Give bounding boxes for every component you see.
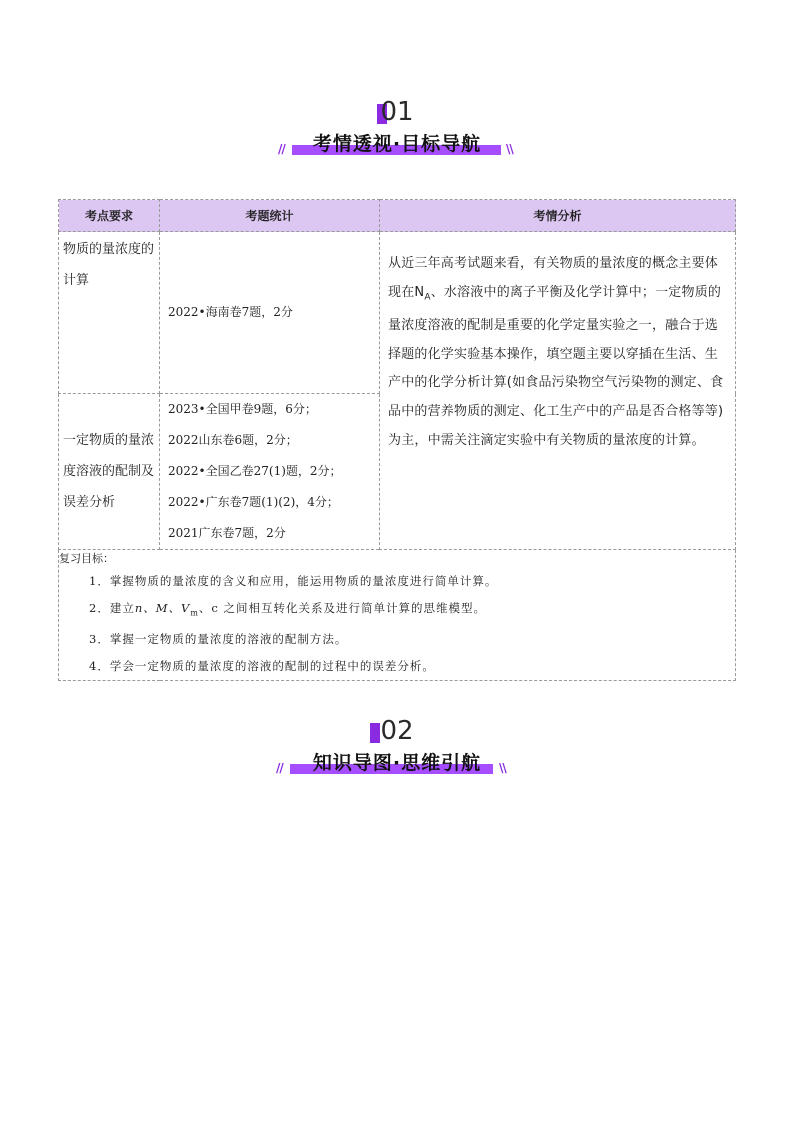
analysis-subscript: A (424, 292, 431, 303)
topic-text: 物质的量浓度的计算 (63, 242, 155, 288)
right-slashes: \\ (499, 761, 506, 775)
section-1-header (0, 98, 794, 168)
table-row (59, 232, 736, 394)
header-cell: 考点要求 (59, 200, 160, 232)
stat-line: 2022•海南卷7题，2分 (168, 305, 293, 319)
goal-item: 4．学会一定物质的量浓度的溶液的配制的过程中的误差分析。 (89, 659, 435, 674)
analysis-text-part: 、水溶液中的离子平衡及化学计算中；一定物质的量浓度溶液的配制是重要的化学定量实验之一，融合于选择题的化学实验基本操作，填空题主要以穿插在生活、生产中的化学分析计算(如食品污染物空气污染物的测定、食品中的营养物质的测定、化工生产中的产品是否合格等等)为主，中需关注滴定实验中有关物质的量浓度的计算。 (388, 284, 724, 448)
left-slashes: // (276, 761, 283, 775)
stat-line: 2022•全国乙卷27(1)题，2分； (168, 464, 342, 478)
analysis-text (380, 232, 735, 456)
topic-cell (59, 394, 160, 550)
header-cell: 考情分析 (380, 200, 736, 232)
goal-text-part: 2．建立 (89, 601, 135, 615)
topic-cell (59, 232, 160, 394)
goals-row (59, 550, 736, 681)
analysis-text-part: 从近三年高考试题来看，有关物质的量浓度的概念主要体现在N (388, 256, 719, 300)
section-title: 知识导图·思维引航 (312, 752, 482, 774)
stat-line: 2023•全国甲卷9题，6分； (168, 402, 317, 416)
stats-cell (160, 232, 380, 394)
section-title: 考情透视·目标导航 (312, 133, 482, 155)
goal-text-part: 、c 之间相互转化关系及进行简单计算的思维模型。 (198, 601, 487, 615)
topic-text: 一定物质的量浓度溶液的配制及误差分析 (63, 433, 155, 510)
goals-cell (59, 550, 736, 681)
header-cell: 考题统计 (160, 200, 380, 232)
stat-line: 2022山东卷6题，2分； (168, 433, 298, 447)
goals-label: 复习目标： (59, 552, 114, 565)
goal-subscript: m (190, 608, 199, 618)
section-number: 02 (380, 716, 414, 746)
section-number: 01 (380, 97, 414, 127)
section-2-header (0, 717, 794, 787)
goal-variables: n、M、V (134, 601, 191, 615)
exam-analysis-table (58, 199, 736, 681)
stat-line: 2022•广东卷7题(1)(2)，4分； (168, 495, 339, 509)
goal-item: 1．掌握物质的量浓度的含义和应用，能运用物质的量浓度进行简单计算。 (89, 574, 498, 588)
stats-cell (160, 394, 380, 550)
table-header-row (59, 200, 736, 232)
left-slashes: // (278, 142, 285, 156)
goal-item: 3．掌握一定物质的量浓度的溶液的配制方法。 (89, 632, 348, 647)
goal-item (59, 595, 735, 626)
stat-line: 2021广东卷7题，2分 (168, 526, 286, 540)
right-slashes: \\ (506, 142, 513, 156)
analysis-cell (380, 232, 736, 550)
